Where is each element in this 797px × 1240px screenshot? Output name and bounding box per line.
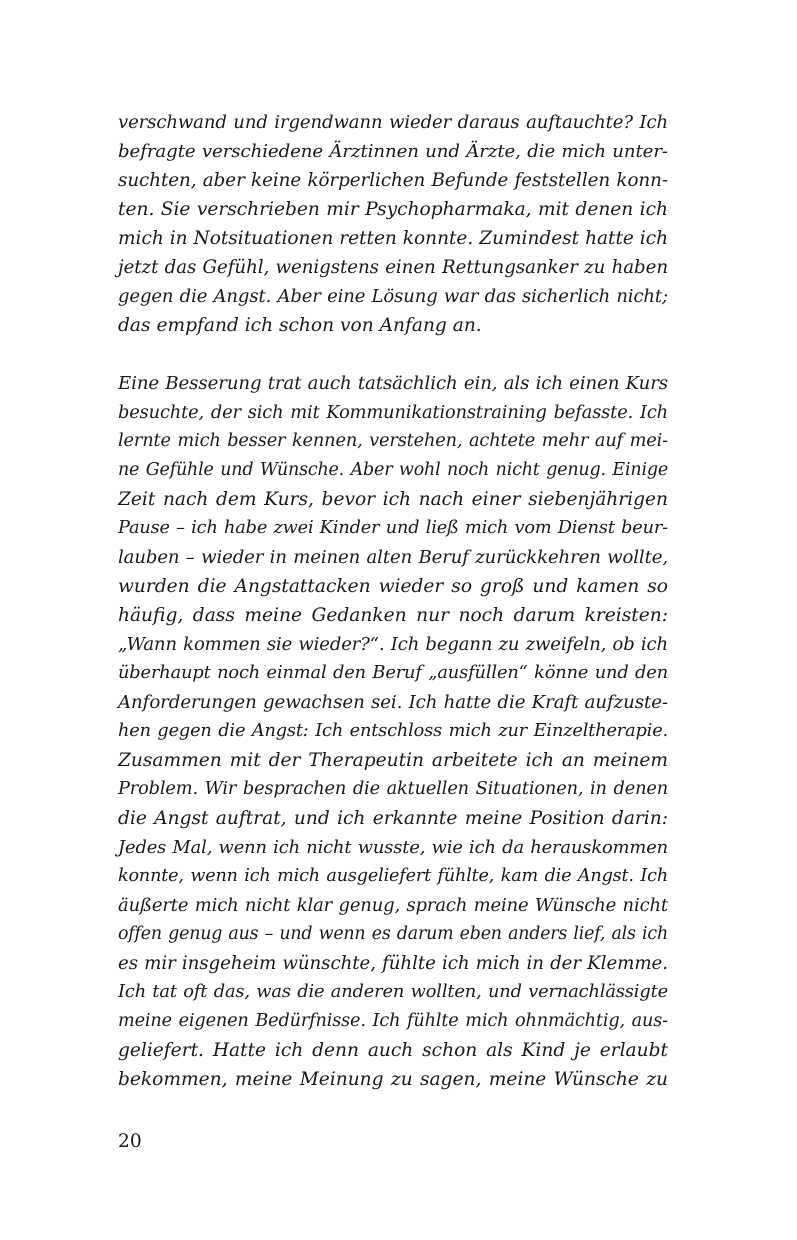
text-line: Zeit nach dem Kurs, bevor ich nach einer siebenjährigen bbox=[118, 489, 668, 510]
text-line: besuchte, der sich mit Kommunikationstraining befasste. Ich bbox=[118, 402, 668, 423]
text-line: wurden die Angstattacken wieder so groß und kamen so bbox=[118, 576, 668, 597]
text-line: häufig, dass meine Gedanken nur noch darum kreisten: bbox=[118, 605, 668, 626]
text-line: verschwand und irgendwann wieder daraus auftauchte? Ich bbox=[118, 112, 668, 133]
text-line: Problem. Wir besprachen die aktuellen Situationen, in denen bbox=[118, 779, 668, 799]
text-line: bekommen, meine Meinung zu sagen, meine Wünsche zu bbox=[118, 1069, 668, 1090]
text-line: überhaupt noch einmal den Beruf „ausfüllen“ könne und den bbox=[118, 663, 668, 683]
text-line: „Wann kommen sie wieder?“. Ich begann zu zweifeln, ob ich bbox=[118, 634, 668, 655]
text-line: ten. Sie verschrieben mir Psychopharmaka, mit denen ich bbox=[118, 199, 668, 220]
body-text bbox=[118, 108, 668, 1094]
paragraph-gap bbox=[118, 340, 668, 369]
text-line: hen gegen die Angst: Ich entschloss mich zur Einzeltherapie. bbox=[118, 721, 668, 741]
text-line: lauben – wieder in meinen alten Beruf zurückkehren wollte, bbox=[118, 547, 668, 568]
text-line: befragte verschiedene Ärztinnen und Ärzte, die mich unter- bbox=[118, 141, 668, 162]
text-line: mich in Notsituationen retten konnte. Zumindest hatte ich bbox=[118, 228, 668, 249]
text-line: geliefert. Hatte ich denn auch schon als Kind je erlaubt bbox=[118, 1040, 668, 1061]
text-line: gegen die Angst. Aber eine Lösung war das sicherlich nicht; bbox=[118, 286, 668, 307]
text-line: Pause – ich habe zwei Kinder und ließ mich vom Dienst beur- bbox=[118, 518, 668, 538]
text-line: Anforderungen gewachsen sei. Ich hatte die Kraft aufzuste- bbox=[118, 692, 668, 713]
text-line: Zusammen mit der Therapeutin arbeitete ich an meinem bbox=[118, 750, 668, 771]
text-line: konnte, wenn ich mich ausgeliefert fühlte, kam die Angst. Ich bbox=[118, 866, 668, 886]
text-line: es mir insgeheim wünschte, fühlte ich mich in der Klemme. bbox=[118, 953, 668, 974]
text-line: Ich tat oft das, was die anderen wollten, und vernachlässigte bbox=[118, 982, 668, 1002]
text-line: offen genug aus – und wenn es darum eben anders lief, als ich bbox=[118, 924, 668, 944]
text-line: das empfand ich schon von Anfang an. bbox=[118, 315, 482, 336]
text-line: Jedes Mal, wenn ich nicht wusste, wie ich da herauskommen bbox=[118, 837, 668, 858]
text-line: jetzt das Gefühl, wenigstens einen Rettungsanker zu haben bbox=[118, 257, 668, 278]
text-line: ne Gefühle und Wünsche. Aber wohl noch nicht genug. Einige bbox=[118, 460, 668, 480]
page-number: 20 bbox=[118, 1131, 142, 1152]
text-line: Eine Besserung trat auch tatsächlich ein, als ich einen Kurs bbox=[118, 373, 668, 394]
text-line: äußerte mich nicht klar genug, sprach meine Wünsche nicht bbox=[118, 895, 668, 916]
text-line: lernte mich besser kennen, verstehen, achtete mehr auf mei- bbox=[118, 431, 668, 451]
text-line: suchten, aber keine körperlichen Befunde feststellen konn- bbox=[118, 170, 668, 191]
text-line: die Angst auftrat, und ich erkannte meine Position darin: bbox=[118, 808, 668, 829]
text-line: meine eigenen Bedürfnisse. Ich fühlte mich ohnmächtig, aus- bbox=[118, 1011, 668, 1031]
